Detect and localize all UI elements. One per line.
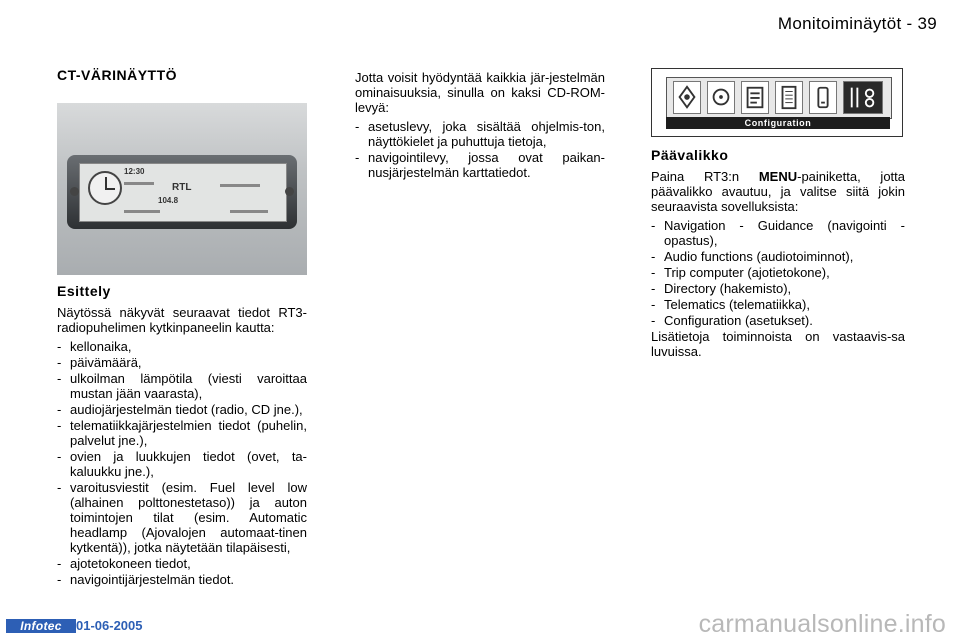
menu-screenshot (651, 68, 903, 137)
right-column (651, 148, 905, 359)
watermark: carmanualsonline.info (698, 610, 946, 638)
list-item: - Telematics (telematiikka), (651, 297, 905, 312)
list-item: - kellonaika, (57, 339, 307, 354)
telematics-icon (809, 81, 837, 114)
audio-icon (707, 81, 735, 114)
right-knob (285, 187, 294, 196)
menu-bar-label: Configuration (666, 117, 890, 129)
application-list (651, 218, 905, 328)
dashboard-photo (57, 103, 307, 275)
list-item: - asetuslevy, joka sisältää ohjelmis-ton, näyttökielet ja puhuttuja tietoja, (355, 119, 605, 149)
infotec-logo: Infotec (6, 619, 76, 633)
section-heading: CT-VÄRINÄYTTÖ (57, 67, 178, 83)
cdrom-paragraph: Jotta voisit hyödyntää kaikkia jär-jestelmän ominaisuuksia, sinulla on kaksi CD-ROM-levyä: (355, 70, 605, 115)
list-item: - audiojärjestelmän tiedot (radio, CD jne.), (57, 402, 307, 417)
menu-key: MENU (758, 169, 798, 184)
page-header: Monitoiminäytöt - 39 (777, 14, 937, 33)
list-item: - ulkoilman lämpötila (viesti varoittaa mustan jään vaarasta), (57, 371, 307, 401)
analog-clock-icon (88, 171, 122, 205)
footer-date: 01-06-2005 (76, 618, 143, 633)
list-item: - navigointilevy, jossa ovat paikan-nusjärjestelmän karttatiedot. (355, 150, 605, 180)
list-item: - Directory (hakemisto), (651, 281, 905, 296)
left-knob (70, 187, 79, 196)
intro-text-rest: -painiketta, jotta päävalikko avautuu, ja valitse siitä jokin seuraavista sovelluksista: (651, 169, 905, 214)
list-item: - Navigation - Guidance (navigointi - opastus), (651, 218, 905, 248)
trip-computer-icon (741, 81, 769, 114)
menu-icon-row (666, 77, 892, 119)
menu-intro-paragraph (651, 169, 905, 214)
intro-text: Paina RT3:n (651, 169, 759, 184)
list-item: - ajotetokoneen tiedot, (57, 556, 307, 571)
display-screen (79, 163, 287, 222)
screen-time: 12:30 (124, 167, 145, 176)
list-item: - varoitusviestit (esim. Fuel level low (alhainen polttonestetaso)) ja auton toimintojen tilat (esim. Automatic headlamp (Ajovalojen automaat-tinen kytkentä)), jotka näytetään tilapäisesti, (57, 480, 307, 555)
intro-paragraph: Näytössä näkyvät seuraavat tiedot RT3-radiopuhelimen kytkinpaneelin kautta: (57, 305, 307, 335)
intro-section (57, 284, 307, 588)
screen-frequency: 104.8 (158, 196, 179, 205)
configuration-icon (843, 81, 883, 114)
left-column (57, 68, 307, 83)
section-title: Päävalikko (651, 147, 729, 163)
navigation-icon (673, 81, 701, 114)
feature-list (57, 339, 307, 587)
list-item: - Trip computer (ajotietokone), (651, 265, 905, 280)
list-item: - telematiikkajärjestelmien tiedot (puhelin, palvelut jne.), (57, 418, 307, 448)
list-item: - Audio functions (audiotoiminnot), (651, 249, 905, 264)
screen-station: RTL (172, 182, 192, 193)
list-item: - navigointijärjestelmän tiedot. (57, 572, 307, 587)
list-item: - Configuration (asetukset). (651, 313, 905, 328)
list-item: - päivämäärä, (57, 355, 307, 370)
middle-column (355, 70, 605, 181)
directory-icon (775, 81, 803, 114)
section-title: Esittely (57, 283, 111, 299)
list-item: - ovien ja luukkujen tiedot (ovet, ta-kaluukku jne.), (57, 449, 307, 479)
cdrom-list (355, 119, 605, 180)
outro-paragraph: Lisätietoja toiminnoista on vastaavis-sa luvuissa. (651, 329, 905, 359)
